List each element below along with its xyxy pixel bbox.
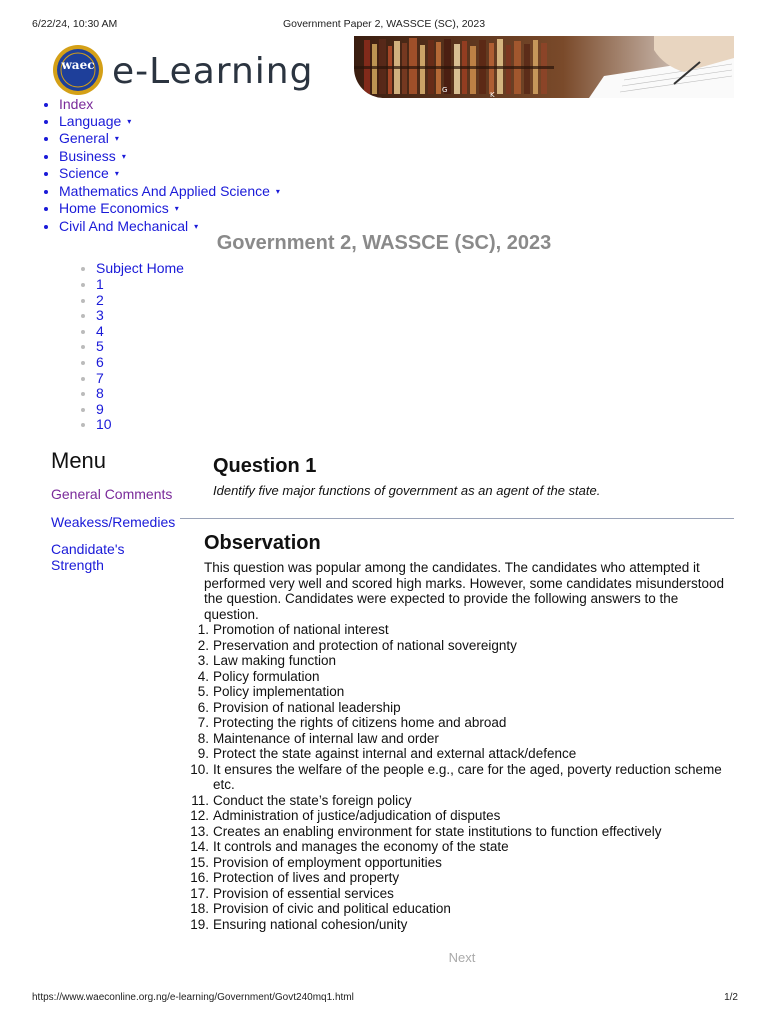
answer-number: 2. — [197, 637, 209, 653]
subnav-question-8[interactable] — [96, 386, 184, 402]
answer-text: Policy implementation — [213, 684, 345, 699]
answer-text: Provision of employment opportunities — [213, 854, 442, 870]
answer-item — [197, 637, 743, 654]
answer-number: 4. — [197, 668, 209, 684]
answer-number: 18. — [190, 901, 209, 916]
subnav-question-1[interactable] — [96, 277, 184, 293]
nav-item-label[interactable]: Civil And Mechanical — [59, 217, 189, 234]
nav-item-label[interactable]: Science — [59, 165, 109, 181]
subnav-label[interactable]: 1 — [96, 276, 104, 292]
caret-down-icon[interactable]: ▾ — [114, 169, 119, 178]
answer-number: 10. — [190, 761, 209, 777]
waec-logo[interactable] — [52, 44, 104, 96]
library-photo — [354, 36, 734, 98]
observation-title: Observation — [204, 532, 321, 554]
page-title: Government 2, WASSCE (SC), 2023 — [216, 232, 552, 254]
answer-number: 16. — [190, 870, 209, 885]
answer-text: Provision of civic and political education — [213, 901, 451, 916]
subnav-label[interactable]: 2 — [96, 291, 104, 308]
nav-item-label[interactable]: Language — [59, 112, 122, 129]
answer-number: 7. — [197, 715, 209, 730]
subnav-label[interactable]: 5 — [96, 338, 104, 355]
nav-item-business[interactable] — [59, 148, 280, 166]
book-letter-k: K — [490, 91, 495, 98]
answer-item — [197, 746, 743, 762]
menu-weakness-remedies[interactable]: Weakess/Remedies — [51, 514, 176, 530]
subnav-subject-home[interactable] — [96, 260, 184, 276]
print-doc-title: Government Paper 2, WASSCE (SC), 2023 — [282, 18, 486, 30]
nav-item-label[interactable]: Home Economics — [59, 200, 169, 216]
answer-number: 5. — [197, 684, 209, 699]
answer-number: 19. — [190, 916, 209, 932]
nav-item-index[interactable] — [59, 96, 280, 113]
caret-down-icon[interactable]: ▾ — [121, 151, 126, 161]
section-divider — [180, 518, 734, 519]
subnav-label[interactable]: 3 — [96, 307, 104, 324]
answer-text: Policy formulation — [213, 668, 320, 684]
answer-text: Protection of lives and property — [213, 870, 400, 885]
answer-item — [190, 901, 743, 917]
book-letter-g: G — [442, 86, 448, 94]
main-nav — [40, 96, 280, 235]
print-datetime: 6/22/24, 10:30 AM — [32, 18, 118, 30]
answer-text: Provision of essential services — [213, 885, 394, 901]
subnav-label[interactable]: 6 — [96, 353, 104, 370]
nav-item-general[interactable] — [59, 130, 280, 148]
answer-item — [190, 839, 743, 855]
subnav-question-5[interactable] — [96, 339, 184, 355]
answer-text: Administration of justice/adjudication of disputes — [213, 808, 501, 823]
answer-item — [197, 684, 743, 700]
answer-item — [190, 854, 743, 871]
answer-text: It controls and manages the economy of the state — [213, 839, 509, 854]
answer-text: Law making function — [213, 653, 337, 668]
subnav-label[interactable]: 8 — [96, 385, 104, 402]
answer-item — [191, 792, 743, 809]
question-title: Question 1 — [213, 455, 317, 477]
subnav-label[interactable]: 4 — [96, 322, 104, 339]
answer-text: Preservation and protection of national sovereignty — [213, 637, 517, 653]
answer-item — [190, 916, 743, 933]
answer-number: 9. — [197, 746, 209, 761]
answer-text: Provision of national leadership — [213, 699, 401, 715]
answer-number: 17. — [190, 885, 209, 901]
answer-number: 14. — [190, 839, 209, 854]
answer-item — [197, 699, 743, 716]
subnav-question-4[interactable] — [96, 324, 184, 340]
answer-list — [190, 622, 743, 932]
caret-down-icon[interactable]: ▾ — [174, 204, 179, 213]
answer-item — [197, 730, 743, 747]
answer-item — [190, 761, 743, 793]
subnav-question-9[interactable] — [96, 402, 184, 418]
subnav-question-6[interactable] — [96, 355, 184, 371]
answer-item — [190, 808, 743, 824]
answer-number: 3. — [197, 653, 209, 668]
nav-item-science[interactable] — [59, 165, 280, 183]
menu-heading: Menu — [51, 448, 107, 473]
footer-url: https://www.waeconline.org.ng/e-learning/Government/Govt240mq1.html — [32, 992, 354, 1003]
nav-item-language[interactable] — [59, 113, 280, 131]
print-header — [32, 18, 736, 32]
subnav-label[interactable]: Subject Home — [96, 260, 184, 276]
answer-number: 6. — [197, 699, 209, 715]
subnav-question-3[interactable] — [96, 308, 184, 324]
answer-number: 11. — [191, 792, 209, 808]
answer-item — [197, 653, 743, 669]
nav-item-home-economics[interactable] — [59, 200, 280, 218]
next-link[interactable]: Next — [448, 950, 476, 965]
caret-down-icon[interactable]: ▾ — [194, 221, 199, 231]
caret-down-icon[interactable]: ▾ — [127, 116, 132, 126]
answer-text: Ensuring national cohesion/unity — [213, 916, 408, 932]
footer-page-number: 1/2 — [724, 992, 738, 1003]
answer-item — [190, 823, 743, 840]
caret-down-icon[interactable]: ▾ — [275, 186, 280, 196]
answer-item — [190, 870, 743, 886]
answer-number: 15. — [190, 854, 209, 870]
observation-text: This question was popular among the candidates. The candidates who attempted it performed very well and scored high marks. However, some candidates misunderstood the question. Candidates were expected to provide the following answers to the question. — [204, 560, 724, 622]
subnav-question-7[interactable] — [96, 371, 184, 387]
nav-item-label[interactable]: Business — [59, 147, 116, 164]
nav-item-label[interactable]: General — [59, 130, 109, 146]
answer-item — [190, 885, 743, 902]
answer-text: Conduct the state’s foreign policy — [213, 792, 412, 808]
answer-text: Protect the state against internal and external attack/defence — [213, 746, 577, 761]
answer-text: It ensures the welfare of the people e.g., care for the aged, poverty reduction scheme etc. — [213, 761, 722, 792]
subnav-question-2[interactable] — [96, 293, 184, 309]
nav-item-mathematics[interactable] — [59, 183, 280, 201]
answer-text: Promotion of national interest — [213, 622, 389, 637]
subnav-label[interactable]: 7 — [96, 369, 104, 386]
menu-candidates-strength[interactable]: Candidate's Strength — [51, 541, 125, 573]
answer-text: Creates an enabling environment for state institutions to function effectively — [213, 823, 662, 839]
answer-item — [197, 715, 743, 731]
answer-item — [197, 622, 743, 638]
brand-wordmark: e-Learning — [112, 51, 314, 92]
answer-item — [197, 668, 743, 685]
answer-text: Maintenance of internal law and order — [213, 730, 439, 746]
logo-text: waec — [61, 58, 95, 72]
question-subnav — [78, 260, 184, 433]
subnav-question-10[interactable] — [96, 417, 184, 433]
answer-number: 12. — [190, 808, 209, 823]
site-banner — [50, 36, 734, 98]
caret-down-icon[interactable]: ▾ — [114, 134, 119, 143]
subnav-label[interactable]: 10 — [96, 416, 112, 433]
menu-general-comments[interactable]: General Comments — [51, 486, 173, 502]
question-text: Identify five major functions of government as an agent of the state. — [213, 483, 601, 498]
nav-item-label[interactable]: Index — [59, 96, 94, 112]
subnav-label[interactable]: 9 — [96, 400, 104, 417]
answer-number: 1. — [197, 622, 209, 637]
answer-number: 13. — [190, 823, 209, 839]
answer-text: Protecting the rights of citizens home and abroad — [213, 715, 507, 730]
nav-item-label[interactable]: Mathematics And Applied Science — [59, 182, 270, 199]
answer-number: 8. — [197, 730, 209, 746]
